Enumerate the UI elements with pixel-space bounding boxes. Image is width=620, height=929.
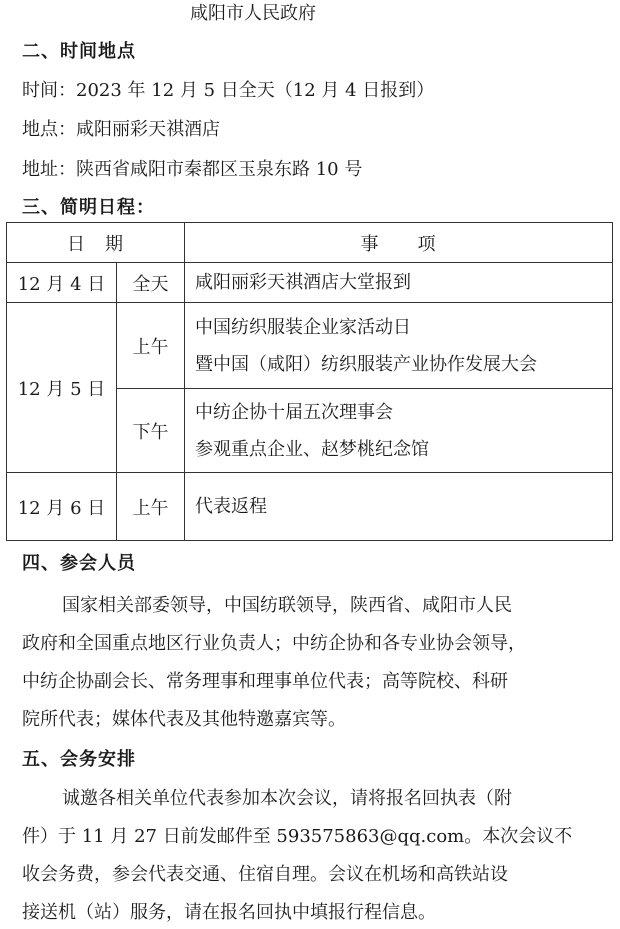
paragraph-line: 院所代表；媒体代表及其他特邀嘉宾等。: [22, 709, 346, 730]
item-line: 代表返程: [195, 496, 267, 517]
table-row: [7, 263, 613, 303]
section-2-heading: 二、时间地点: [22, 41, 136, 62]
item-line: 中国纺织服装企业家活动日: [195, 316, 411, 338]
item-line: 中纺企协十届五次理事会: [195, 401, 393, 423]
paragraph-line: 政府和全国重点地区行业负责人；中纺企协和各专业协会领导，: [22, 633, 526, 654]
date-cell: 12 月 4 日: [7, 263, 117, 303]
header-date-cell: 日 期: [7, 223, 185, 263]
item-line: 暨中国（咸阳）纺织服装产业协作发展大会: [195, 353, 537, 375]
paragraph-line: 中纺企协副会长、常务理事和理事单位代表；高等院校、科研: [22, 671, 508, 692]
item-cell: [185, 303, 613, 389]
place-line: 地点：咸阳丽彩天祺酒店: [22, 119, 220, 140]
time-line: 时间：2023 年 12 月 5 日全天（12 月 4 日报到）: [22, 80, 435, 101]
top-org-line: 咸阳市人民政府: [190, 3, 316, 24]
item-cell: [185, 389, 613, 473]
schedule-header-row: [7, 223, 613, 263]
paragraph-line: 国家相关部委领导，中国纺联领导，陕西省、咸阳市人民: [62, 595, 512, 616]
date-cell: 12 月 6 日: [7, 473, 117, 541]
time-cell: 上午: [117, 303, 185, 389]
paragraph-line: 件）于 11 月 27 日前发邮件至 593575863@qq.com。本次会议不: [22, 826, 573, 847]
section-4-heading: 四、参会人员: [22, 553, 136, 574]
header-item-cell: 事 项: [185, 223, 613, 263]
time-cell: 上午: [117, 473, 185, 541]
time-cell: 下午: [117, 389, 185, 473]
address-line: 地址：陕西省咸阳市秦都区玉泉东路 10 号: [22, 159, 363, 180]
date-cell: 12 月 5 日: [7, 303, 117, 473]
table-row: [7, 473, 613, 541]
item-cell: [185, 473, 613, 541]
table-row: [7, 303, 613, 389]
item-line: 咸阳丽彩天祺酒店大堂报到: [195, 272, 411, 293]
item-line: 参观重点企业、赵梦桃纪念馆: [195, 438, 429, 460]
section-3-heading: 三、简明日程：: [22, 197, 155, 218]
section-5-heading: 五、会务安排: [22, 749, 136, 770]
schedule-table: [6, 222, 613, 541]
time-cell: 全天: [117, 263, 185, 303]
paragraph-line: 收会务费，参会代表交通、住宿自理。会议在机场和高铁站设: [22, 864, 508, 885]
paragraph-line: 接送机（站）服务，请在报名回执中填报行程信息。: [22, 902, 436, 923]
item-cell: [185, 263, 613, 303]
paragraph-line: 诚邀各相关单位代表参加本次会议，请将报名回执表（附: [62, 788, 512, 809]
